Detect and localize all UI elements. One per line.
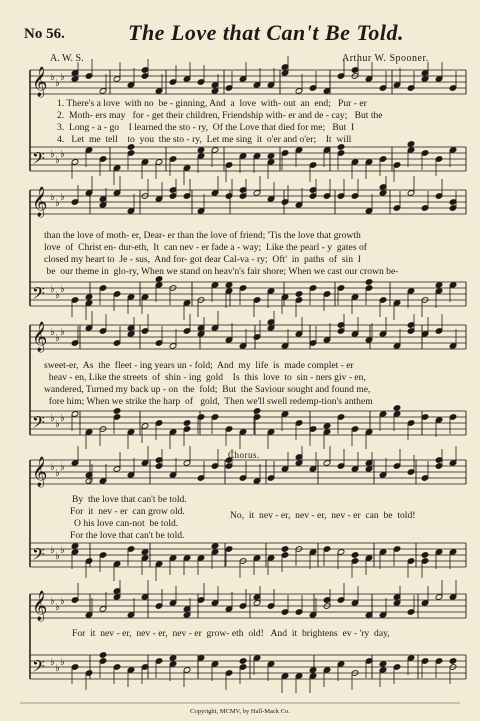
refrain-line: No, it nev - er, nev - er, nev - er can be told! (230, 510, 416, 521)
flat-sign: ♭ (55, 333, 60, 344)
hymn-number: No 56. (24, 26, 65, 42)
note-head (169, 655, 177, 662)
lyric-line: 4. Let me tell to you the sto - ry, Let me sing it o'er and o'er; It will (57, 134, 352, 145)
copyright-notice: Copyright, MCMV, by Hall-Mack Co. (190, 708, 290, 715)
note-head (421, 552, 429, 559)
hymn-title: The Love that Can't Be Told. (128, 20, 404, 45)
flat-sign: ♭ (60, 596, 65, 607)
note-head (71, 543, 79, 550)
flat-sign: ♭ (60, 192, 65, 203)
note-head (365, 279, 373, 286)
note-head (197, 147, 205, 154)
lyric-line: 1. There's a love with no be - ginning, And a love with- out an end; Pur - er (57, 98, 367, 109)
note-head (183, 420, 191, 427)
flat-sign: ♭ (50, 149, 55, 160)
note-head (267, 153, 275, 160)
flat-sign: ♭ (50, 657, 55, 668)
flat-sign: ♭ (60, 413, 65, 424)
clef-glyph: 𝄞 (32, 457, 48, 487)
lyric-line: closed my heart to Je - sus, And for- got dear Cal-va - ry; Oft' in paths of sin I (44, 254, 361, 265)
lyric-line: For it nev - er, nev - er, nev - er grow- eth old! And it brightens ev - 'ry day, (72, 628, 390, 639)
flat-sign: ♭ (55, 602, 60, 613)
note-head (323, 423, 331, 430)
lyric-line: 3. Long - a - go I learned the sto - ry, Of the Love that died for me; But I (57, 122, 355, 133)
note-head (211, 543, 219, 550)
lyric-line: For it nev - er can grow old. (70, 506, 185, 517)
clef-glyph: 𝄢 (32, 412, 45, 436)
chorus-label: Chorus. (228, 450, 260, 460)
flat-sign: ♭ (55, 290, 60, 301)
flat-sign: ♭ (50, 284, 55, 295)
lyric-line: 2. Moth- ers may for - get their children, Friendship with- er and de - cay; But the (57, 110, 383, 121)
clef-glyph: 𝄞 (32, 591, 48, 621)
lyric-line: sweet-er, As the fleet - ing years un - fold; And my life is made complet - er (44, 360, 354, 371)
clef-glyph: 𝄢 (32, 544, 45, 568)
clef-glyph: 𝄞 (32, 67, 48, 97)
flat-sign: ♭ (60, 657, 65, 668)
note-head (379, 661, 387, 668)
clef-glyph: 𝄢 (32, 656, 45, 680)
flat-sign: ♭ (60, 149, 65, 160)
flat-sign: ♭ (55, 155, 60, 166)
note-head (99, 652, 107, 659)
lyric-line: than the love of moth- er, Dear- er than the love of friend; 'Tis the love that growth (44, 230, 361, 241)
note-head (281, 546, 289, 553)
lyric-line: heav - en, Like the streets of shin - ing gold Is this love to sin - ners giv - en, (44, 372, 366, 383)
flat-sign: ♭ (60, 327, 65, 338)
flat-sign: ♭ (50, 72, 55, 83)
clef-glyph: 𝄞 (32, 187, 48, 217)
flat-sign: ♭ (60, 545, 65, 556)
clef-glyph: 𝄢 (32, 283, 45, 307)
flat-sign: ♭ (50, 596, 55, 607)
note-head (141, 549, 149, 556)
note-head (449, 658, 457, 665)
note-head (407, 141, 415, 148)
lyric-line: O his love can-not be told. (74, 518, 179, 529)
lyric-line: fore him; When we strike the harp of gold, Then we'll swell redemp-tion's anthem (44, 396, 373, 407)
flat-sign: ♭ (50, 327, 55, 338)
flat-sign: ♭ (55, 198, 60, 209)
flat-sign: ♭ (50, 192, 55, 203)
note-head (295, 291, 303, 298)
note-head (253, 408, 261, 415)
clef-glyph: 𝄞 (32, 322, 48, 352)
lyric-line: love of Christ en- dur-eth, It can nev - er fade a - way; Like the pearl - y gates of (44, 242, 367, 253)
flat-sign: ♭ (50, 462, 55, 473)
flat-sign: ♭ (55, 551, 60, 562)
note-head (393, 405, 401, 412)
lyric-line: wandered, Turned my back up - on the fold; But the Saviour sought and found me, (44, 384, 371, 395)
flat-sign: ♭ (55, 663, 60, 674)
note-head (85, 294, 93, 301)
flat-sign: ♭ (55, 419, 60, 430)
flat-sign: ♭ (55, 468, 60, 479)
flat-sign: ♭ (60, 284, 65, 295)
note-head (239, 658, 247, 665)
lyric-line: For the love that can't be told. (70, 530, 185, 541)
note-head (435, 282, 443, 289)
flat-sign: ♭ (55, 78, 60, 89)
note-head (113, 408, 121, 415)
flat-sign: ♭ (60, 72, 65, 83)
note-head (351, 552, 359, 559)
lyric-line: By the love that can't be told. (72, 494, 187, 505)
flat-sign: ♭ (50, 413, 55, 424)
note-head (225, 282, 233, 289)
lyric-line: be our theme in glo-ry, When we stand on heav'n's fair shore; When we cast our crown be- (44, 266, 399, 277)
note-head (309, 667, 317, 674)
flat-sign: ♭ (50, 545, 55, 556)
author-credit: A. W. S. (50, 53, 84, 64)
flat-sign: ♭ (60, 462, 65, 473)
composer-credit: Arthur W. Spooner. (342, 53, 429, 64)
clef-glyph: 𝄢 (32, 148, 45, 172)
